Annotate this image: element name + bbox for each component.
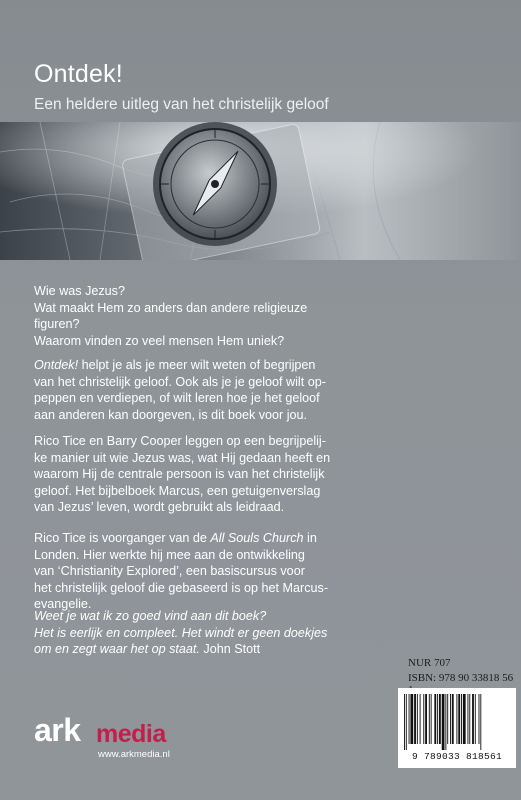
description-line: aan anderen kan doorgeven, is dit boek voor jou. (34, 407, 308, 422)
barcode (398, 688, 516, 768)
barcode-bar (463, 694, 466, 744)
barcode-bar (406, 694, 407, 750)
barcode-bar (452, 694, 454, 744)
book-title-inline: Ontdek! (34, 358, 79, 372)
bio-line: Londen. Hier werkte hij mee aan de ontwikkeling (34, 547, 305, 562)
barcode-bar (445, 694, 446, 750)
description-paragraph (34, 357, 474, 423)
intro-questions (34, 283, 474, 349)
barcode-bar (409, 694, 410, 744)
barcode-bar (461, 694, 462, 744)
barcode-bar (410, 694, 413, 744)
question-line: Waarom vinden zo veel mensen Hem uniek? (34, 333, 285, 348)
authors-line: waarom Hij de centrale persoon is van het christelijk (34, 467, 325, 481)
barcode-bar (479, 694, 480, 744)
barcode-bar (467, 694, 468, 744)
quote-text: om en zegt waar het op staat. (34, 642, 200, 656)
barcode-bar (458, 694, 460, 744)
authors-line: van Jezus’ leven, wordt gebruikt als leidraad. (34, 500, 285, 514)
barcode-bar (420, 694, 421, 744)
barcode-bar (450, 694, 451, 744)
description-line: van het christelijk geloof. Ook als je je geloof wilt op- (34, 374, 326, 389)
question-line: figuren? (34, 317, 80, 331)
isbn-number: ISBN: 978 90 33818 56 (408, 672, 514, 684)
barcode-bar (425, 694, 427, 744)
question-line: Wie was Jezus? (34, 284, 125, 298)
barcode-bar (417, 694, 418, 744)
author-bio-paragraph (34, 530, 474, 613)
barcode-bar (439, 694, 441, 744)
logo-media-text: media (96, 720, 166, 748)
barcode-bar (475, 694, 476, 744)
description-line: peppen en verdiepen, of wilt leren hoe je het geloof (34, 391, 320, 405)
bio-line (34, 530, 474, 547)
bio-line: het christelijk geloof die gebaseerd is op het Marcus- (34, 580, 329, 595)
bio-text: in (303, 531, 317, 545)
barcode-bar (414, 694, 416, 744)
barcode-bar (447, 694, 448, 744)
church-name: All Souls Church (210, 531, 304, 545)
barcode-bar (480, 694, 481, 750)
barcode-number: 9 789033 818561 (411, 751, 502, 762)
question-line: Wat maakt Hem zo anders dan andere religieuze (34, 300, 308, 315)
barcode-bar (404, 694, 405, 750)
bio-line: van ‘Christianity Explored’, een basiscursus voor (34, 564, 305, 578)
book-title: Ontdek! (34, 60, 123, 88)
barcode-bar (429, 694, 430, 744)
compass-on-map-icon (0, 122, 521, 260)
authors-line: Rico Tice en Barry Cooper leggen op een begrijpelij- (34, 434, 326, 448)
authors-paragraph (34, 433, 474, 516)
nur-code: NUR 707 (408, 657, 451, 669)
description-text: helpt je als je meer wilt weten of begrijpen (78, 358, 316, 372)
quote-line: Weet je wat ik zo goed vind aan dit boek? (34, 609, 267, 623)
barcode-bar (456, 694, 457, 744)
authors-line: geloof. Het bijbelboek Marcus, een getuigenverslag (34, 483, 321, 498)
barcode-bar (469, 694, 470, 744)
quote-author: John Stott (199, 642, 261, 656)
bio-line: evangelie. (34, 597, 92, 611)
barcode-bar (431, 694, 432, 744)
endorsement-quote (34, 608, 474, 658)
barcode-bar (442, 694, 445, 750)
barcode-bar (434, 694, 436, 744)
quote-line (34, 641, 474, 658)
barcode-bar (437, 694, 438, 744)
barcode-bar (472, 694, 474, 744)
bio-text: Rico Tice is voorganger van de (34, 531, 211, 545)
barcode-bar (423, 694, 424, 744)
publisher-url: www.arkmedia.nl (98, 749, 170, 760)
quote-line: Het is eerlijk en compleet. Het windt er geen doekjes (34, 625, 328, 640)
logo-ark-text: ark (34, 712, 81, 748)
barcode-bars (402, 694, 512, 752)
authors-line: ke manier uit wie Jezus was, wat Hij gedaan heeft en (34, 450, 331, 465)
description-line (34, 357, 474, 374)
book-subtitle: Een heldere uitleg van het christelijk geloof (34, 96, 329, 113)
